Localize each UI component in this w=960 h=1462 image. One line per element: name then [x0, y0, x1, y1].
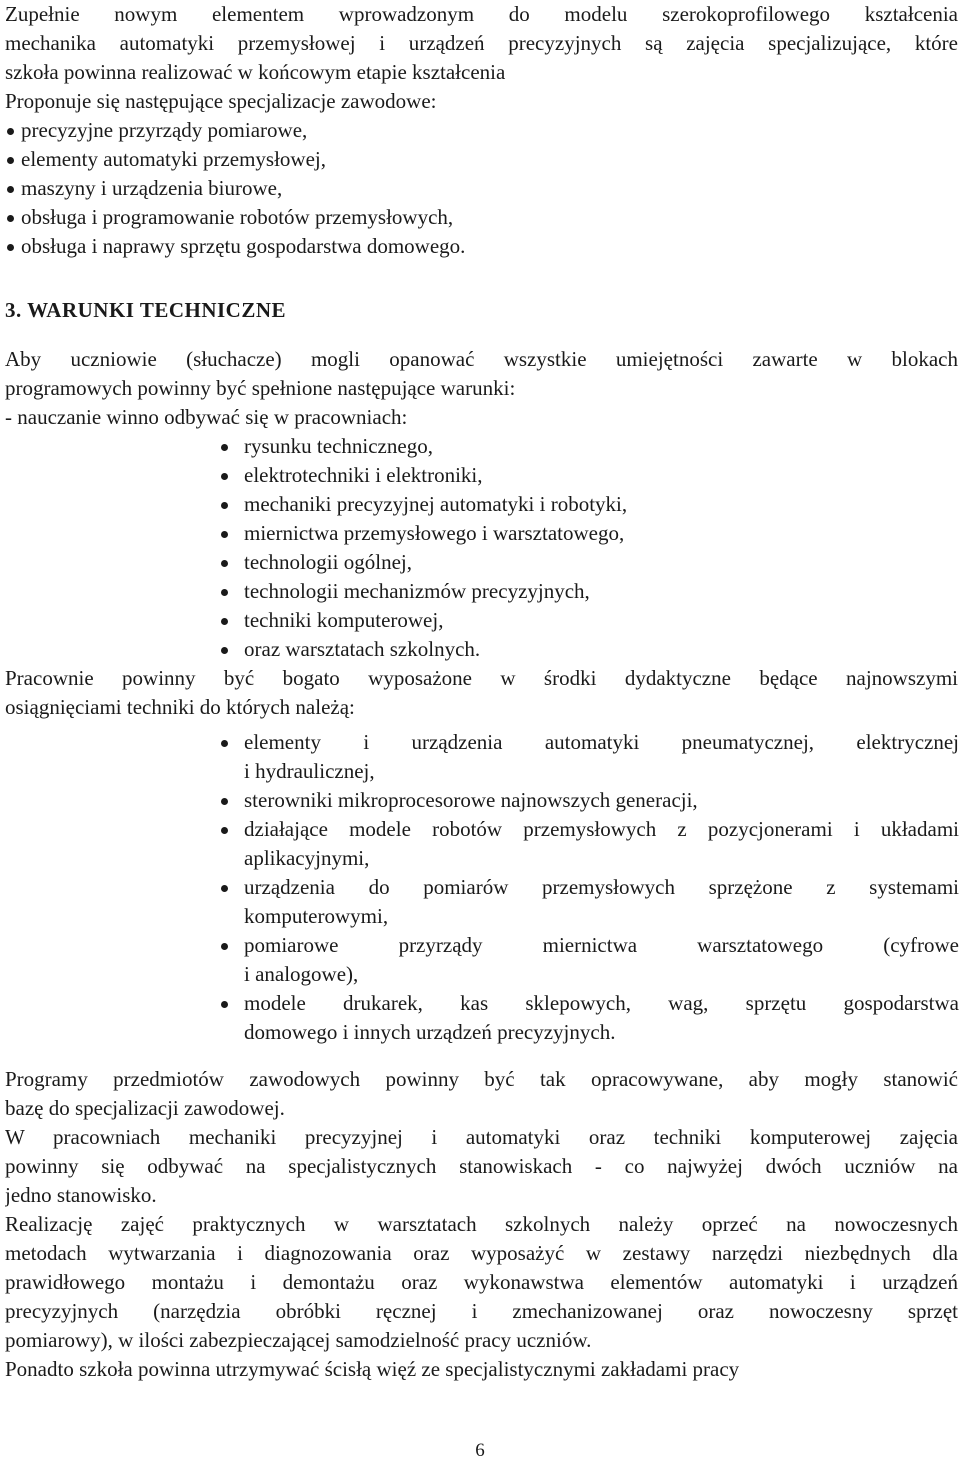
paragraph-line: bazę do specjalizacji zawodowej.: [5, 1096, 285, 1120]
intro-paragraph: [5, 0, 958, 116]
bullet-icon: [5, 116, 18, 145]
bullet-icon: [219, 490, 241, 519]
bullet-icon: [219, 577, 241, 606]
paragraph-line: jedno stanowisko.: [5, 1183, 157, 1207]
list-item-text: elektrotechniki i elektroniki,: [244, 463, 483, 487]
list-item: [219, 989, 959, 1047]
list-item: [5, 232, 958, 261]
bullet-icon: [219, 989, 241, 1018]
list-item-text: oraz warsztatach szkolnych.: [244, 637, 481, 661]
list-item: [219, 815, 959, 873]
list-item: [219, 931, 959, 989]
bullet-icon: [219, 728, 241, 757]
list-item-text: działające modele robotów przemysłowych z pozycjonerami i układami: [244, 817, 959, 841]
intro-line: Proponuje się następujące specjalizacje zawodowe:: [5, 89, 437, 113]
section-intro-line: - nauczanie winno odbywać się w pracowniach:: [5, 405, 408, 429]
list-item-text: domowego i innych urządzeń precyzyjnych.: [244, 1020, 616, 1044]
bullet-icon: [219, 635, 241, 664]
list-item-text: pomiarowe przyrządy miernictwa warsztatowego (cyfrowe: [244, 933, 959, 957]
paragraph-line: pomiarowy), w ilości zabezpieczającej samodzielność pracy uczniów.: [5, 1328, 592, 1352]
list-item-text: komputerowymi,: [244, 904, 389, 928]
list-item-text: obsługa i naprawy sprzętu gospodarstwa domowego.: [21, 234, 466, 258]
list-item-text: maszyny i urządzenia biurowe,: [21, 176, 283, 200]
list-item-text: elementy automatyki przemysłowej,: [21, 147, 326, 171]
list-item-text: techniki komputerowej,: [244, 608, 444, 632]
paragraph-line: Programy przedmiotów zawodowych powinny być tak opracowywane, aby mogły stanowić: [5, 1067, 958, 1091]
list-item-text: technologii mechanizmów precyzyjnych,: [244, 579, 590, 603]
bullet-icon: [219, 786, 241, 815]
paragraph-line: Ponadto szkoła powinna utrzymywać ścisłą więź ze specjalistycznymi zakładami pracy: [5, 1357, 740, 1381]
list-item-text: i hydraulicznej,: [244, 759, 375, 783]
list-item-text: miernictwa przemysłowego i warsztatowego,: [244, 521, 625, 545]
list-item: [219, 432, 958, 461]
section-intro-line: Aby uczniowie (słuchacze) mogli opanować wszystkie umiejętności zawarte w blokach: [5, 347, 958, 371]
bullet-icon: [5, 203, 18, 232]
closing-paragraph: [5, 1123, 958, 1210]
paragraph-line: Realizację zajęć praktycznych w warsztatach szkolnych należy oprzeć na nowoczesnych: [5, 1212, 958, 1236]
section-intro: [5, 345, 958, 432]
closing-paragraph: [5, 1210, 958, 1355]
list-item-text: sterowniki mikroprocesorowe najnowszych generacji,: [244, 788, 698, 812]
bullet-icon: [219, 461, 241, 490]
page-number: 6: [475, 1440, 485, 1461]
list-item: [5, 174, 958, 203]
bullet-icon: [219, 873, 241, 902]
intro-line: szkoła powinna realizować w końcowym etapie kształcenia: [5, 60, 506, 84]
list-item: [219, 635, 958, 664]
workshops-list: [219, 432, 958, 664]
list-item: [5, 145, 958, 174]
list-item: [219, 490, 958, 519]
equipment-list: [219, 728, 959, 1047]
equipment-intro-line: Pracownie powinny być bogato wyposażone w środki dydaktyczne będące najnowszymi: [5, 666, 958, 690]
list-item: [219, 786, 959, 815]
closing-paragraph: [5, 1065, 958, 1123]
paragraph-line: W pracowniach mechaniki precyzyjnej i automatyki oraz techniki komputerowej zajęcia: [5, 1125, 958, 1149]
bullet-icon: [5, 174, 18, 203]
list-item-text: precyzyjne przyrządy pomiarowe,: [21, 118, 308, 142]
list-item: [5, 203, 958, 232]
bullet-icon: [219, 606, 241, 635]
paragraph-line: metodach wytwarzania i diagnozowania oraz wyposażyć w zestawy narzędzi niezbędnych dla: [5, 1241, 958, 1265]
list-item-text: i analogowe),: [244, 962, 359, 986]
intro-line: Zupełnie nowym elementem wprowadzonym do modelu szerokoprofilowego kształcenia: [5, 2, 958, 26]
bullet-icon: [219, 548, 241, 577]
list-item: [219, 461, 958, 490]
list-item: [219, 873, 959, 931]
equipment-intro: [5, 664, 958, 722]
intro-line: mechanika automatyki przemysłowej i urządzeń precyzyjnych są zajęcia specjalizujące, które: [5, 31, 958, 55]
bullet-icon: [219, 815, 241, 844]
list-item-text: urządzenia do pomiarów przemysłowych sprzężone z systemami: [244, 875, 959, 899]
list-item: [219, 728, 959, 786]
paragraph-line: powinny się odbywać na specjalistycznych stanowiskach - co najwyżej dwóch uczniów na: [5, 1154, 958, 1178]
bullet-icon: [219, 432, 241, 461]
paragraph-line: prawidłowego montażu i demontażu oraz wykonawstwa elementów automatyki i urządzeń: [5, 1270, 958, 1294]
list-item: [219, 519, 958, 548]
bullet-icon: [5, 145, 18, 174]
paragraph-line: precyzyjnych (narzędzia obróbki ręcznej i zmechanizowanej oraz nowoczesny sprzęt: [5, 1299, 958, 1323]
equipment-intro-line: osiągnięciami techniki do których należą:: [5, 695, 355, 719]
document-page: [5, 0, 958, 1384]
list-item-text: rysunku technicznego,: [244, 434, 433, 458]
list-item-text: mechaniki precyzyjnej automatyki i robotyki,: [244, 492, 628, 516]
list-item-text: obsługa i programowanie robotów przemysłowych,: [21, 205, 454, 229]
list-item-text: aplikacyjnymi,: [244, 846, 370, 870]
closing-paragraph: [5, 1355, 958, 1384]
section-intro-line: programowych powinny być spełnione następujące warunki:: [5, 376, 516, 400]
list-item-text: elementy i urządzenia automatyki pneumatycznej, elektrycznej: [244, 730, 959, 754]
section-heading: 3. WARUNKI TECHNICZNE: [5, 298, 287, 322]
list-item: [219, 548, 958, 577]
list-item: [219, 577, 958, 606]
list-item: [219, 606, 958, 635]
list-item-text: technologii ogólnej,: [244, 550, 412, 574]
bullet-icon: [5, 232, 18, 261]
bullet-icon: [219, 931, 241, 960]
bullet-icon: [219, 519, 241, 548]
list-item: [5, 116, 958, 145]
specializations-list: [5, 116, 958, 261]
list-item-text: modele drukarek, kas sklepowych, wag, sprzętu gospodarstwa: [244, 991, 959, 1015]
